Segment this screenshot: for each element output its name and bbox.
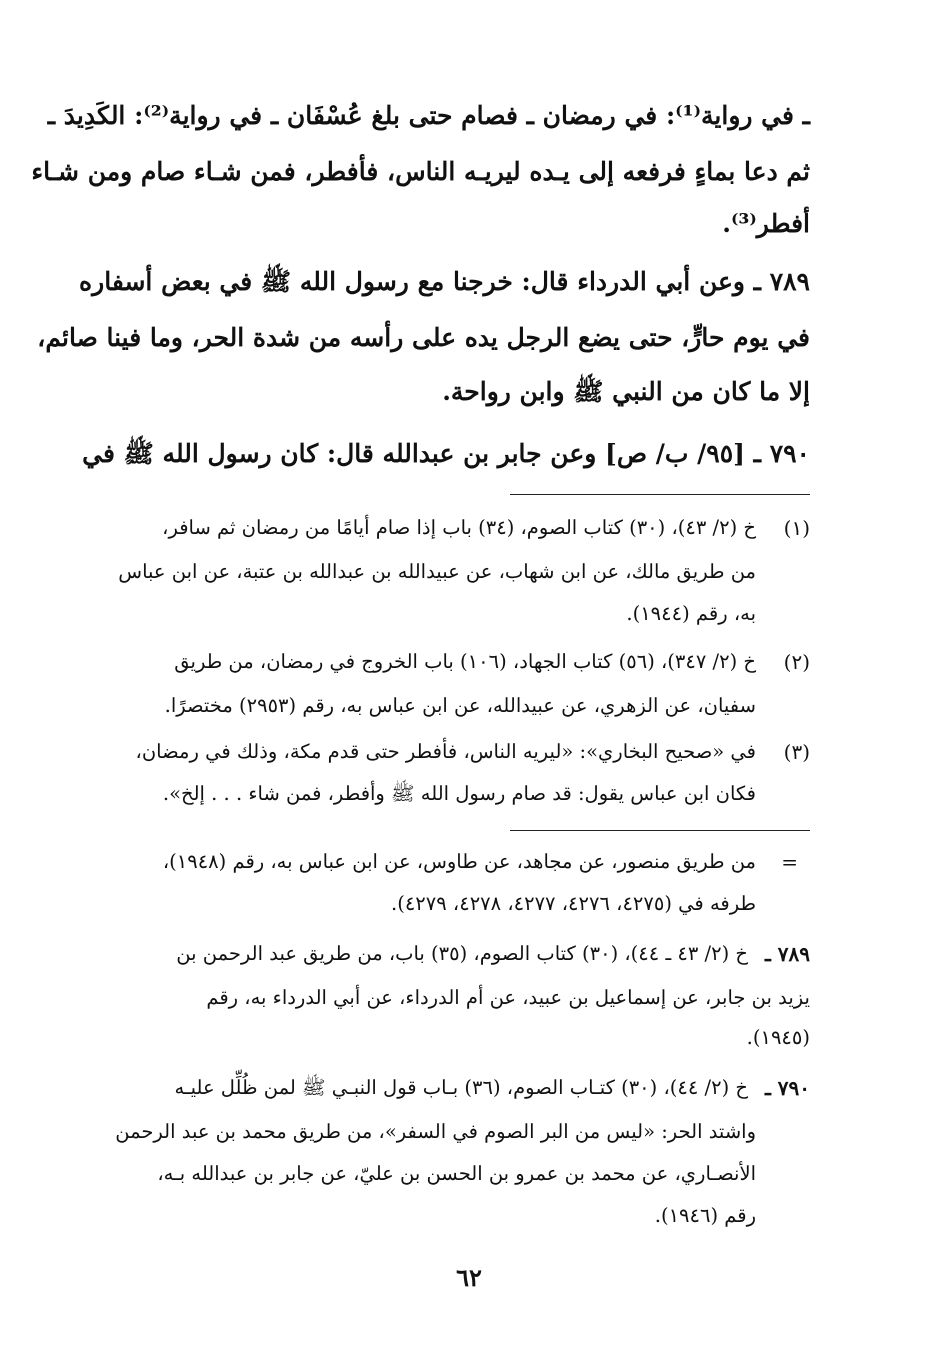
main-text-line-2: ثم دعا بماءٍ فرفعه إلى يـده ليريـه الناس، فأفطر، فمن شـاء صام ومن شـاء: [31, 157, 810, 186]
hadith-ref-number: ٧٩٠ ـ: [764, 1076, 810, 1100]
hadith-ref-790-line-2: واشتد الحر: «ليس من البر الصوم في السفر»، من طريق محمد بن عبد الرحمن: [115, 1120, 756, 1143]
continuation-marker: =: [781, 850, 798, 874]
hadith-789-line-2: في يوم حارٍّ، حتى يضع الرجل يده على رأسه من شدة الحر، وما فينا صائم،: [37, 323, 810, 352]
hadith-ref-790-line-1: خ (٢/ ٤٤)، (٣٠) كتـاب الصوم، (٣٦) بـاب قول النبـي ﷺ لمن ظُلِّل عليـه: [174, 1076, 748, 1099]
footnote-number: (١): [783, 516, 810, 540]
hadith-789-line-1: ٧٨٩ ـ وعن أبي الدرداء قال: خرجنا مع رسول الله ﷺ في بعض أسفاره: [79, 267, 810, 296]
main-text-line-1: ـ في رواية⁽¹⁾: في رمضان ـ فصام حتى بلغ عُسْفَان ـ في رواية⁽²⁾: الكَدِيدَ ـ: [47, 101, 810, 130]
hadith-ref-790-line-3: الأنصـاري، عن محمد بن عمرو بن الحسن بن عليّ، عن جابر بن عبدالله بـه،: [157, 1162, 756, 1185]
main-text-line-3: أفطر⁽³⁾.: [722, 209, 810, 238]
continuation-line-1: من طريق منصور، عن مجاهد، عن طاوس، عن ابن عباس به، رقم (١٩٤٨)،: [162, 850, 756, 873]
hadith-789-line-3: إلا ما كان من النبي ﷺ وابن رواحة.: [442, 377, 810, 406]
hadith-790-line-1: ٧٩٠ ـ [٩٥/ ب/ ص] وعن جابر بن عبدالله قال: كان رسول الله ﷺ في: [82, 439, 810, 468]
footnote-2-line-1: خ (٢/ ٣٤٧)، (٥٦) كتاب الجهاد، (١٠٦) باب الخروج في رمضان، من طريق: [174, 650, 756, 673]
footnote-divider: [510, 830, 810, 831]
hadith-ref-790-line-4: رقم (١٩٤٦).: [654, 1204, 756, 1227]
hadith-ref-789-line-1: خ (٢/ ٤٣ ـ ٤٤)، (٣٠) كتاب الصوم، (٣٥) باب، من طريق عبد الرحمن بن: [176, 942, 748, 965]
footnote-1-line-2: من طريق مالك، عن ابن شهاب، عن عبيدالله بن عبدالله بن عتبة، عن ابن عباس: [118, 560, 756, 583]
footnote-number: (٢): [783, 650, 810, 674]
continuation-line-2: طرفه في (٤٢٧٥، ٤٢٧٦، ٤٢٧٧، ٤٢٧٨، ٤٢٧٩).: [391, 892, 756, 915]
footnote-1-line-3: به، رقم (١٩٤٤).: [626, 602, 756, 625]
hadith-ref-789-line-2: يزيد بن جابر، عن إسماعيل بن عبيد، عن أم الدرداء، عن أبي الدرداء به، رقم: [206, 986, 810, 1009]
footnote-3-line-2: فكان ابن عباس يقول: قد صام رسول الله ﷺ وأفطر، فمن شاء . . . إلخ».: [162, 782, 756, 805]
footnote-3-line-1: في «صحيح البخاري»: «ليريه الناس، فأفطر حتى قدم مكة، وذلك في رمضان،: [135, 740, 756, 763]
page-number: ٦٢: [456, 1263, 482, 1292]
footnote-divider: [510, 494, 810, 495]
hadith-ref-789-line-3: (١٩٤٥).: [746, 1026, 810, 1049]
footnote-number: (٣): [783, 740, 810, 764]
hadith-ref-number: ٧٨٩ ـ: [764, 942, 810, 966]
footnote-1-line-1: خ (٢/ ٤٣)، (٣٠) كتاب الصوم، (٣٤) باب إذا صام أيامًا من رمضان ثم سافر،: [162, 516, 756, 539]
footnote-2-line-2: سفيان، عن الزهري، عن عبيدالله، عن ابن عباس به، رقم (٢٩٥٣) مختصرًا.: [164, 694, 756, 717]
